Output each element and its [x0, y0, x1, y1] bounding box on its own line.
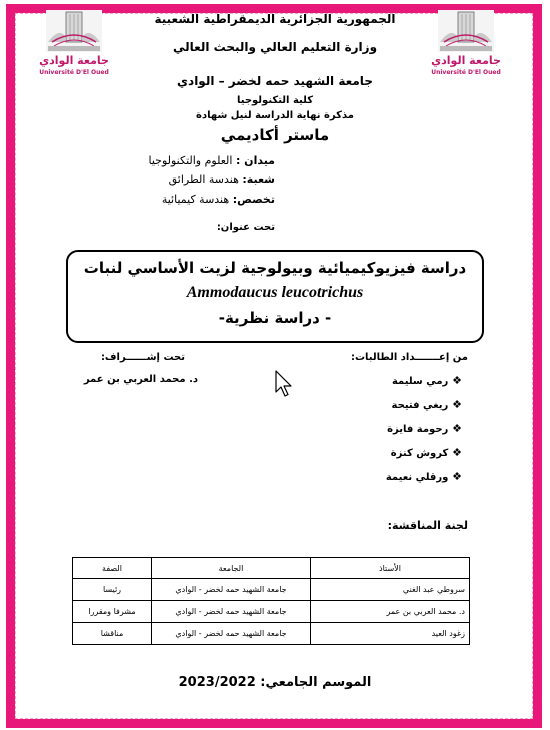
bullet-icon: ❖ — [448, 374, 462, 387]
bullet-icon: ❖ — [448, 422, 462, 435]
under-title-label: تحت عنوان: — [216, 222, 275, 233]
jury-col-role: الصفة — [73, 558, 152, 579]
logo-french-text: Université D'El Oued — [39, 69, 109, 76]
logo-arabic-text: جامعة الوادي — [39, 54, 109, 67]
students-label: من إعـــــــداد الطالبات: — [351, 352, 468, 363]
thesis-type: مذكرة نهاية الدراسة لنيل شهادة — [196, 110, 354, 121]
jury-header-row — [73, 558, 470, 579]
thesis-title-species: Ammodaucus leucotrichus — [186, 284, 364, 301]
bullet-icon: ❖ — [448, 470, 462, 483]
bullet-icon: ❖ — [448, 398, 462, 411]
jury-professor-cell: زغود العيد — [311, 623, 470, 645]
field-domain-label: ميدان : — [235, 154, 275, 167]
field-branch — [169, 173, 275, 186]
jury-role-cell: مشرفا ومقررا — [73, 601, 152, 623]
ministry-name: وزارة التعليم العالي والبحث العالي — [172, 40, 378, 54]
jury-university-cell: جامعة الشهيد حمه لخضر - الوادي — [152, 579, 311, 601]
degree-title: ماستر أكاديمي — [220, 126, 330, 144]
academic-year — [0, 675, 550, 690]
bullet-icon: ❖ — [448, 446, 462, 459]
field-specialty-label: تخصص: — [232, 193, 275, 206]
jury-university-cell: جامعة الشهيد حمه لخضر - الوادي — [152, 623, 311, 645]
field-specialty-value: هندسة كيميائية — [161, 193, 230, 206]
table-row — [73, 601, 470, 623]
jury-university-cell: جامعة الشهيد حمه لخضر - الوادي — [152, 601, 311, 623]
jury-role-cell: رئيسا — [73, 579, 152, 601]
jury-col-professor: الأستاذ — [311, 558, 470, 579]
jury-col-university: الجامعة — [152, 558, 311, 579]
student-item: ❖ ورقلي نعيمة — [385, 470, 462, 483]
table-row — [73, 623, 470, 645]
field-specialty — [162, 193, 275, 206]
thesis-title-line1: دراسة فيزيوكيميائية وبيولوجية لزيت الأساسي لنبات — [83, 259, 467, 277]
student-item: ❖ رمي سليمة — [391, 374, 462, 387]
field-domain — [148, 154, 275, 167]
thesis-title-line3: - دراسة نظرية- — [218, 309, 332, 327]
faculty-name: كلية التكنولوجيا — [236, 95, 314, 106]
supervisor-label: تحت إشــــــراف: — [100, 352, 185, 363]
mouse-cursor-icon — [275, 370, 293, 398]
field-branch-label: شعبة: — [242, 173, 275, 186]
jury-table — [72, 557, 470, 645]
student-item: ❖ رحومة فايزة — [387, 422, 462, 435]
logo-arabic-text: جامعة الوادي — [431, 54, 501, 67]
jury-professor-cell: د. محمد العربي بن عمر — [311, 601, 470, 623]
student-item: ❖ كروش كنزة — [390, 446, 462, 459]
jury-professor-cell: سروطي عبد الغني — [311, 579, 470, 601]
jury-role-cell: مناقشا — [73, 623, 152, 645]
academic-year-label: الموسم الجامعي: — [260, 675, 372, 690]
student-item: ❖ ريغي فتيحة — [391, 398, 462, 411]
academic-year-value: 2023/2022 — [178, 675, 256, 690]
field-domain-value: العلوم والتكنولوجيا — [148, 154, 233, 167]
supervisor-name: د. محمد العربي بن عمر — [83, 374, 198, 385]
logo-french-text: Université D'El Oued — [431, 69, 501, 76]
jury-label: لجنة المناقشة: — [387, 519, 468, 532]
field-branch-value: هندسة الطرائق — [168, 173, 239, 186]
republic-name: الجمهورية الجزائرية الديمقراطية الشعبية — [154, 12, 396, 26]
university-name: جامعة الشهيد حمه لخضر – الوادي — [177, 74, 373, 88]
table-row — [73, 579, 470, 601]
